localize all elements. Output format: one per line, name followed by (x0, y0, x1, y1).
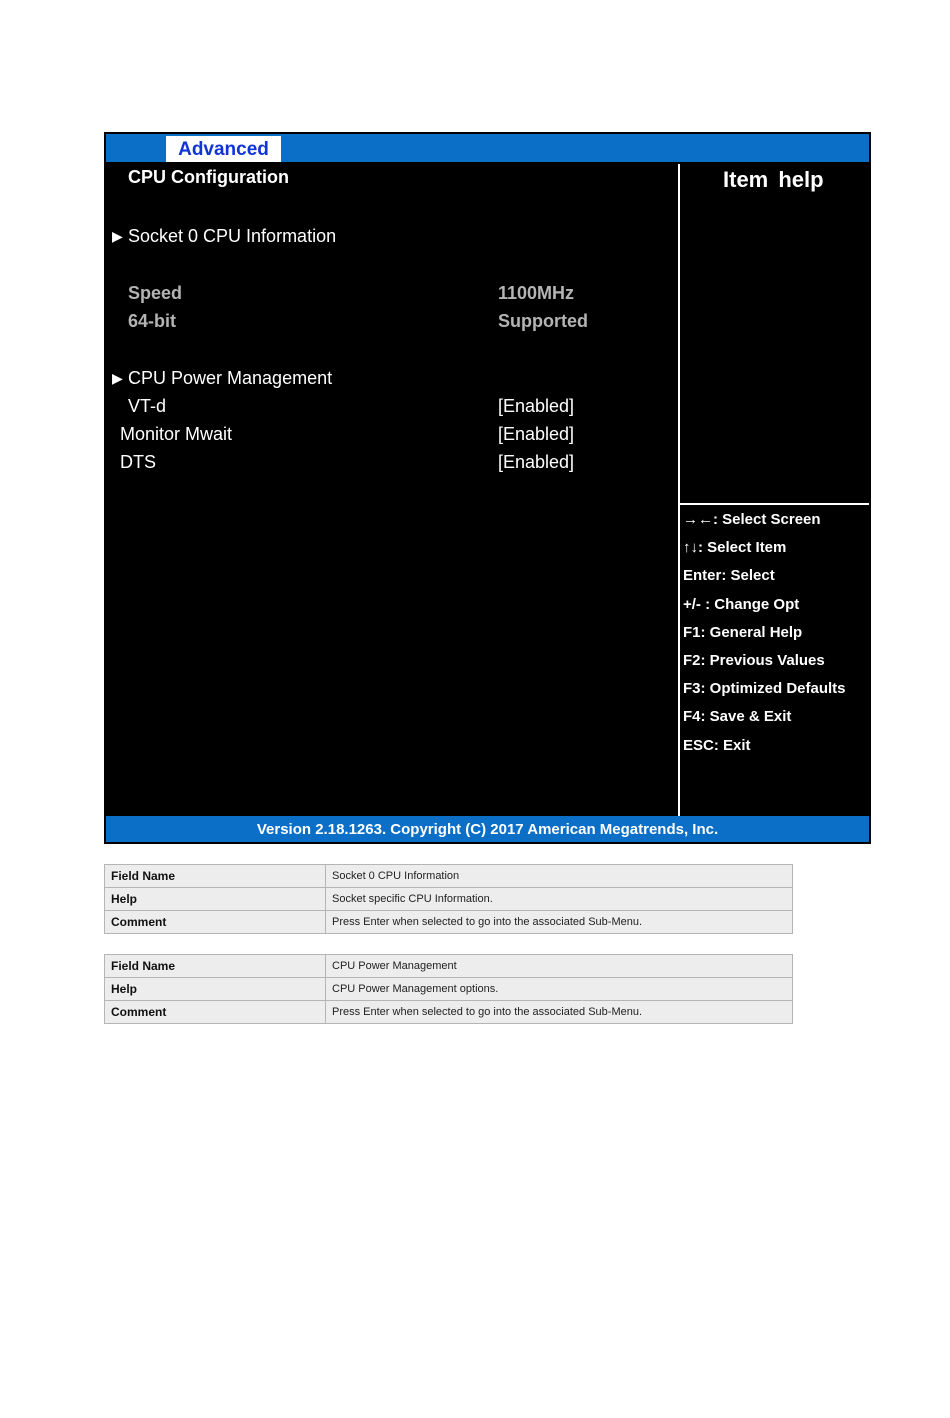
top-menu-bar (106, 134, 869, 162)
key-enter-select: Enter: Select (683, 567, 775, 585)
key-select-item: ↑↓: Select Item (683, 539, 787, 557)
option-value[interactable]: [Enabled] (498, 452, 575, 472)
table-row (105, 888, 793, 911)
bios-screen (104, 132, 871, 844)
table-cell-value: Press Enter when selected to go into the associated Sub-Menu. (326, 911, 793, 934)
table-cell-value: CPU Power Management options. (326, 978, 793, 1001)
table-cell-label: Comment (105, 1001, 326, 1024)
triangle-right-icon: ▶ (112, 228, 123, 244)
table-cell-value: Socket 0 CPU Information (326, 865, 793, 888)
table-row (105, 978, 793, 1001)
table-row (105, 1001, 793, 1024)
menu-item-label: CPU Power Management (128, 368, 333, 388)
table-row (105, 955, 793, 978)
table-cell-label: Field Name (105, 865, 326, 888)
table-row (105, 865, 793, 888)
tab-advanced[interactable]: Advanced (166, 136, 281, 162)
field-table-cpu-power (104, 954, 793, 1024)
help-divider (680, 503, 869, 505)
option-value[interactable]: [Enabled] (498, 424, 575, 444)
option-value[interactable]: [Enabled] (498, 396, 575, 416)
key-change-opt: +/- : Change Opt (683, 595, 800, 613)
info-value: Supported (498, 311, 588, 331)
key-esc-exit: ESC: Exit (683, 736, 751, 754)
info-value: 1100MHz (498, 283, 575, 303)
table-row (105, 911, 793, 934)
info-label: 64-bit (128, 311, 177, 331)
field-table-socket-cpu (104, 864, 793, 934)
key-general-help: F1: General Help (683, 623, 803, 641)
menu-item-label: Socket 0 CPU Information (128, 226, 337, 246)
table-cell-label: Field Name (105, 955, 326, 978)
option-label: DTS (120, 452, 156, 472)
key-select-screen: →←: Select Screen (683, 511, 821, 528)
footer-version: Version 2.18.1263. Copyright (C) 2017 American Megatrends, Inc. (106, 816, 869, 842)
triangle-right-icon: ▶ (112, 370, 123, 386)
key-optimized-defaults: F3: Optimized Defaults (683, 680, 846, 698)
key-legend (683, 506, 869, 760)
key-save-exit: F4: Save & Exit (683, 708, 792, 726)
table-cell-value: CPU Power Management (326, 955, 793, 978)
page-title: CPU Configuration (128, 167, 289, 187)
option-label: VT-d (128, 396, 167, 416)
key-previous-values: F2: Previous Values (683, 651, 825, 669)
option-label: Monitor Mwait (120, 424, 233, 444)
info-label: Speed (128, 283, 183, 303)
table-cell-label: Help (105, 978, 326, 1001)
table-cell-value: Press Enter when selected to go into the associated Sub-Menu. (326, 1001, 793, 1024)
table-cell-label: Comment (105, 911, 326, 934)
vertical-divider (678, 164, 680, 816)
table-cell-label: Help (105, 888, 326, 911)
table-cell-value: Socket specific CPU Information. (326, 888, 793, 911)
item-help-title: Item help (723, 167, 824, 192)
